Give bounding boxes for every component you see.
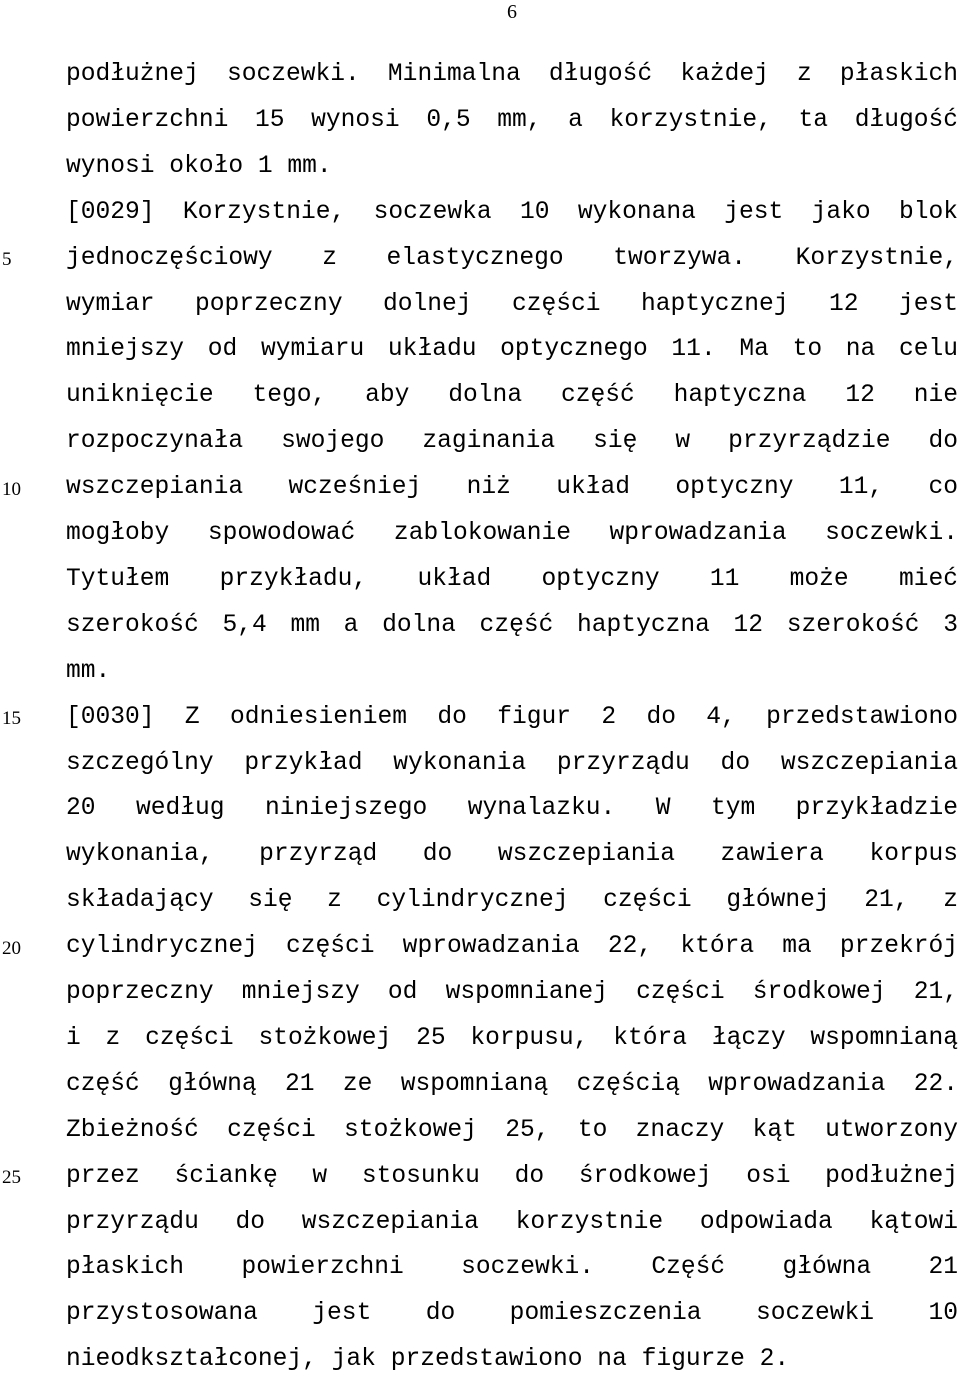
text-line: poprzeczny mniejszy od wspomnianej części środkowej 21,	[66, 979, 958, 1006]
text-line: przyrządu do wszczepiania korzystnie odpowiada kątowi	[66, 1208, 958, 1236]
margin-line-number: 15	[2, 708, 21, 729]
text-line: część główną 21 ze wspomnianą częścią wprowadzania 22.	[66, 1070, 958, 1098]
text-line: nieodkształconej, jak przedstawiono na figurze 2.	[66, 1346, 790, 1374]
text-line: szczególny przykład wykonania przyrządu do wszczepiania	[66, 749, 958, 777]
text-line: rozpoczynała swojego zaginania się w przyrządzie do	[66, 428, 958, 456]
margin-line-number: 10	[2, 479, 21, 500]
text-line: i z części stożkowej 25 korpusu, która łączy wspomnianą	[66, 1024, 958, 1052]
text-line: 20 według niniejszego wynalazku. W tym przykładzie	[66, 795, 958, 823]
text-line: Zbieżność części stożkowej 25, to znaczy kąt utworzony	[66, 1116, 958, 1144]
text-line: przez ściankę w stosunku do środkowej osi podłużnej	[66, 1162, 958, 1190]
text-line: wymiar poprzeczny dolnej części haptycznej 12 jest	[66, 290, 958, 318]
text-line: powierzchni 15 wynosi 0,5 mm, a korzystnie, ta długość	[66, 106, 958, 134]
text-line: uniknięcie tego, aby dolna część haptyczna 12 nie	[66, 382, 958, 410]
text-line: [0029] Korzystnie, soczewka 10 wykonana jest jako blok	[66, 198, 958, 226]
text-line: [0030] Z odniesieniem do figur 2 do 4, przedstawiono	[66, 703, 958, 731]
text-line: podłużnej soczewki. Minimalna długość każdej z płaskich	[66, 61, 958, 88]
text-line: składający się z cylindrycznej części głównej 21, z	[66, 887, 958, 915]
text-line: wszczepiania wcześniej niż układ optyczny 11, co	[66, 474, 958, 502]
text-line: wynosi około 1 mm.	[66, 152, 332, 180]
text-line: mogłoby spowodować zablokowanie wprowadzania soczewki.	[66, 520, 958, 547]
text-line: wykonania, przyrząd do wszczepiania zawiera korpus	[66, 841, 958, 869]
margin-line-number: 20	[2, 938, 21, 959]
text-line: Tytułem przykładu, układ optyczny 11 może mieć	[66, 565, 958, 593]
margin-line-number: 25	[2, 1167, 21, 1188]
text-line: jednoczęściowy z elastycznego tworzywa. Korzystnie,	[66, 244, 958, 272]
margin-line-number: 5	[2, 249, 12, 270]
text-line: szerokość 5,4 mm a dolna część haptyczna 12 szerokość 3	[66, 611, 958, 639]
text-line: przystosowana jest do pomieszczenia soczewki 10	[66, 1300, 958, 1328]
text-line: mniejszy od wymiaru układu optycznego 11. Ma to na celu	[66, 336, 958, 364]
text-line: cylindrycznej części wprowadzania 22, która ma przekrój	[66, 933, 958, 961]
text-line: mm.	[66, 657, 111, 685]
text-line: płaskich powierzchni soczewki. Część główna 21	[66, 1254, 958, 1282]
page-number: 6	[507, 1, 517, 23]
